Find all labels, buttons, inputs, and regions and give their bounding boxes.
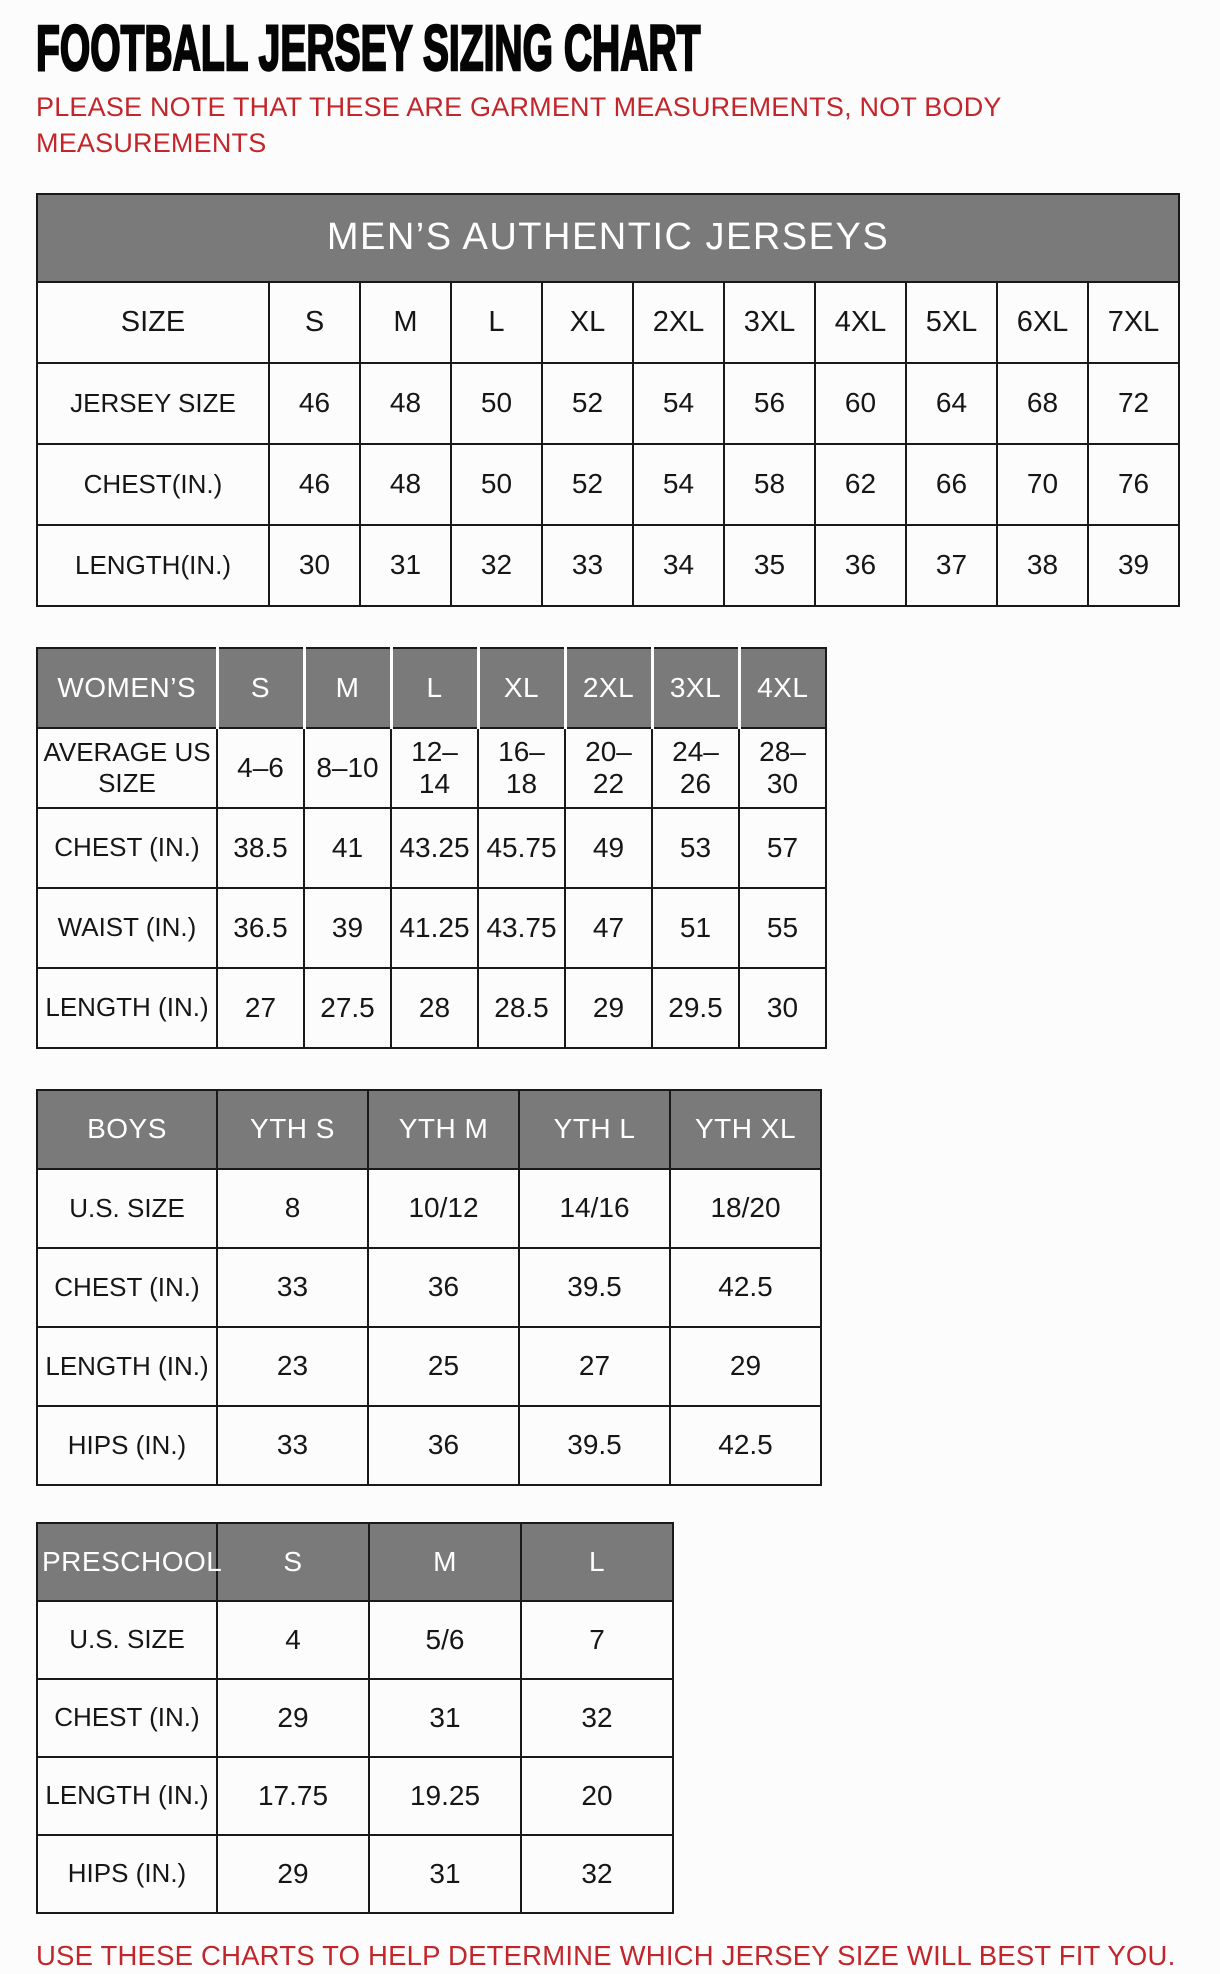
mens-value-cell: 52 [542, 444, 633, 525]
preschool-value-cell: 19.25 [369, 1757, 521, 1835]
preschool-value-cell: 29 [217, 1835, 369, 1913]
mens-value-cell: 52 [542, 363, 633, 444]
mens-value-cell: 46 [269, 363, 360, 444]
preschool-size-header: L [521, 1523, 673, 1601]
womens-row-label: CHEST (IN.) [37, 808, 217, 888]
womens-value-cell: 57 [739, 808, 826, 888]
mens-table-body [37, 194, 1179, 606]
preschool-value-cell: 29 [217, 1679, 369, 1757]
mens-row-label: JERSEY SIZE [37, 363, 269, 444]
mens-value-cell: 48 [360, 444, 451, 525]
mens-value-cell: 32 [451, 525, 542, 606]
womens-value-cell: 24–26 [652, 728, 739, 808]
preschool-value-cell: 31 [369, 1835, 521, 1913]
mens-value-cell: 33 [542, 525, 633, 606]
mens-size-header: M [360, 282, 451, 363]
mens-value-cell: 30 [269, 525, 360, 606]
page-title: FOOTBALL JERSEY SIZING CHART [36, 12, 701, 84]
boys-value-cell: 25 [368, 1327, 519, 1406]
mens-value-cell: 34 [633, 525, 724, 606]
boys-value-cell: 29 [670, 1327, 821, 1406]
boys-value-cell: 27 [519, 1327, 670, 1406]
womens-value-cell: 28 [391, 968, 478, 1048]
womens-row-label: LENGTH (IN.) [37, 968, 217, 1048]
womens-value-cell: 8–10 [304, 728, 391, 808]
mens-value-cell: 60 [815, 363, 906, 444]
preschool-row-label: LENGTH (IN.) [37, 1757, 217, 1835]
mens-size-header: 5XL [906, 282, 997, 363]
preschool-corner-header: PRESCHOOL [37, 1523, 217, 1601]
womens-value-cell: 47 [565, 888, 652, 968]
fit-advice-note: USE THESE CHARTS TO HELP DETERMINE WHICH JERSEY SIZE WILL BEST FIT YOU. [36, 1939, 1176, 1971]
womens-value-cell: 51 [652, 888, 739, 968]
womens-value-cell: 27 [217, 968, 304, 1048]
mens-value-cell: 76 [1088, 444, 1179, 525]
mens-value-cell: 54 [633, 444, 724, 525]
mens-value-cell: 31 [360, 525, 451, 606]
mens-value-cell: 54 [633, 363, 724, 444]
boys-value-cell: 10/12 [368, 1169, 519, 1248]
womens-size-header: 2XL [565, 648, 652, 728]
boys-sizing-table [36, 1089, 822, 1486]
mens-value-cell: 38 [997, 525, 1088, 606]
womens-value-cell: 27.5 [304, 968, 391, 1048]
womens-size-header: 4XL [739, 648, 826, 728]
womens-value-cell: 43.75 [478, 888, 565, 968]
womens-sizing-table [36, 647, 827, 1049]
boys-value-cell: 42.5 [670, 1248, 821, 1327]
womens-size-header: 3XL [652, 648, 739, 728]
womens-value-cell: 29 [565, 968, 652, 1048]
boys-value-cell: 36 [368, 1248, 519, 1327]
womens-value-cell: 28–30 [739, 728, 826, 808]
mens-size-header: XL [542, 282, 633, 363]
mens-size-header: 4XL [815, 282, 906, 363]
mens-value-cell: 68 [997, 363, 1088, 444]
preschool-value-cell: 32 [521, 1679, 673, 1757]
womens-value-cell: 45.75 [478, 808, 565, 888]
preschool-value-cell: 31 [369, 1679, 521, 1757]
preschool-sizing-table [36, 1522, 674, 1914]
mens-size-header: 6XL [997, 282, 1088, 363]
preschool-value-cell: 20 [521, 1757, 673, 1835]
mens-corner-header: SIZE [37, 282, 269, 363]
preschool-value-cell: 32 [521, 1835, 673, 1913]
womens-value-cell: 38.5 [217, 808, 304, 888]
mens-value-cell: 56 [724, 363, 815, 444]
preschool-row-label: CHEST (IN.) [37, 1679, 217, 1757]
womens-value-cell: 36.5 [217, 888, 304, 968]
womens-value-cell: 41.25 [391, 888, 478, 968]
mens-value-cell: 48 [360, 363, 451, 444]
womens-size-header: XL [478, 648, 565, 728]
womens-row-label: WAIST (IN.) [37, 888, 217, 968]
boys-value-cell: 23 [217, 1327, 368, 1406]
womens-value-cell: 29.5 [652, 968, 739, 1048]
mens-value-cell: 46 [269, 444, 360, 525]
womens-table-body [37, 648, 826, 1048]
womens-size-header: L [391, 648, 478, 728]
boys-value-cell: 8 [217, 1169, 368, 1248]
boys-value-cell: 39.5 [519, 1248, 670, 1327]
womens-value-cell: 16–18 [478, 728, 565, 808]
womens-value-cell: 39 [304, 888, 391, 968]
mens-value-cell: 36 [815, 525, 906, 606]
preschool-size-header: S [217, 1523, 369, 1601]
mens-banner: MEN’S AUTHENTIC JERSEYS [37, 194, 1179, 282]
preschool-value-cell: 4 [217, 1601, 369, 1679]
mens-authentic-jerseys-table [36, 193, 1180, 607]
boys-row-label: CHEST (IN.) [37, 1248, 217, 1327]
womens-size-header: S [217, 648, 304, 728]
boys-corner-header: BOYS [37, 1090, 217, 1169]
mens-value-cell: 66 [906, 444, 997, 525]
boys-size-header: YTH S [217, 1090, 368, 1169]
mens-size-header: 3XL [724, 282, 815, 363]
mens-value-cell: 64 [906, 363, 997, 444]
mens-value-cell: 72 [1088, 363, 1179, 444]
boys-value-cell: 42.5 [670, 1406, 821, 1485]
womens-value-cell: 4–6 [217, 728, 304, 808]
preschool-row-label: U.S. SIZE [37, 1601, 217, 1679]
mens-row-label: LENGTH(IN.) [37, 525, 269, 606]
preschool-value-cell: 7 [521, 1601, 673, 1679]
womens-value-cell: 41 [304, 808, 391, 888]
womens-size-header: M [304, 648, 391, 728]
mens-size-header: S [269, 282, 360, 363]
boys-value-cell: 14/16 [519, 1169, 670, 1248]
preschool-value-cell: 17.75 [217, 1757, 369, 1835]
womens-value-cell: 49 [565, 808, 652, 888]
womens-value-cell: 30 [739, 968, 826, 1048]
garment-measurements-note: PLEASE NOTE THAT THESE ARE GARMENT MEASUREMENTS, NOT BODY MEASUREMENTS [36, 91, 1002, 158]
boys-value-cell: 18/20 [670, 1169, 821, 1248]
preschool-table-body [37, 1523, 673, 1913]
mens-size-header: 2XL [633, 282, 724, 363]
preschool-value-cell: 5/6 [369, 1601, 521, 1679]
boys-row-label: U.S. SIZE [37, 1169, 217, 1248]
mens-value-cell: 58 [724, 444, 815, 525]
mens-value-cell: 70 [997, 444, 1088, 525]
boys-value-cell: 33 [217, 1248, 368, 1327]
womens-value-cell: 43.25 [391, 808, 478, 888]
womens-value-cell: 28.5 [478, 968, 565, 1048]
boys-value-cell: 36 [368, 1406, 519, 1485]
boys-size-header: YTH XL [670, 1090, 821, 1169]
mens-value-cell: 37 [906, 525, 997, 606]
preschool-size-header: M [369, 1523, 521, 1601]
boys-value-cell: 33 [217, 1406, 368, 1485]
boys-size-header: YTH M [368, 1090, 519, 1169]
mens-size-header: 7XL [1088, 282, 1179, 363]
boys-row-label: HIPS (IN.) [37, 1406, 217, 1485]
womens-value-cell: 20–22 [565, 728, 652, 808]
mens-value-cell: 62 [815, 444, 906, 525]
mens-value-cell: 50 [451, 444, 542, 525]
mens-value-cell: 35 [724, 525, 815, 606]
boys-value-cell: 39.5 [519, 1406, 670, 1485]
boys-size-header: YTH L [519, 1090, 670, 1169]
boys-table-body [37, 1090, 821, 1485]
womens-value-cell: 12–14 [391, 728, 478, 808]
womens-row-label: AVERAGE US SIZE [37, 728, 217, 808]
preschool-row-label: HIPS (IN.) [37, 1835, 217, 1913]
womens-value-cell: 53 [652, 808, 739, 888]
boys-row-label: LENGTH (IN.) [37, 1327, 217, 1406]
womens-value-cell: 55 [739, 888, 826, 968]
womens-corner-header: WOMEN’S [37, 648, 217, 728]
mens-value-cell: 39 [1088, 525, 1179, 606]
mens-row-label: CHEST(IN.) [37, 444, 269, 525]
mens-value-cell: 50 [451, 363, 542, 444]
mens-size-header: L [451, 282, 542, 363]
